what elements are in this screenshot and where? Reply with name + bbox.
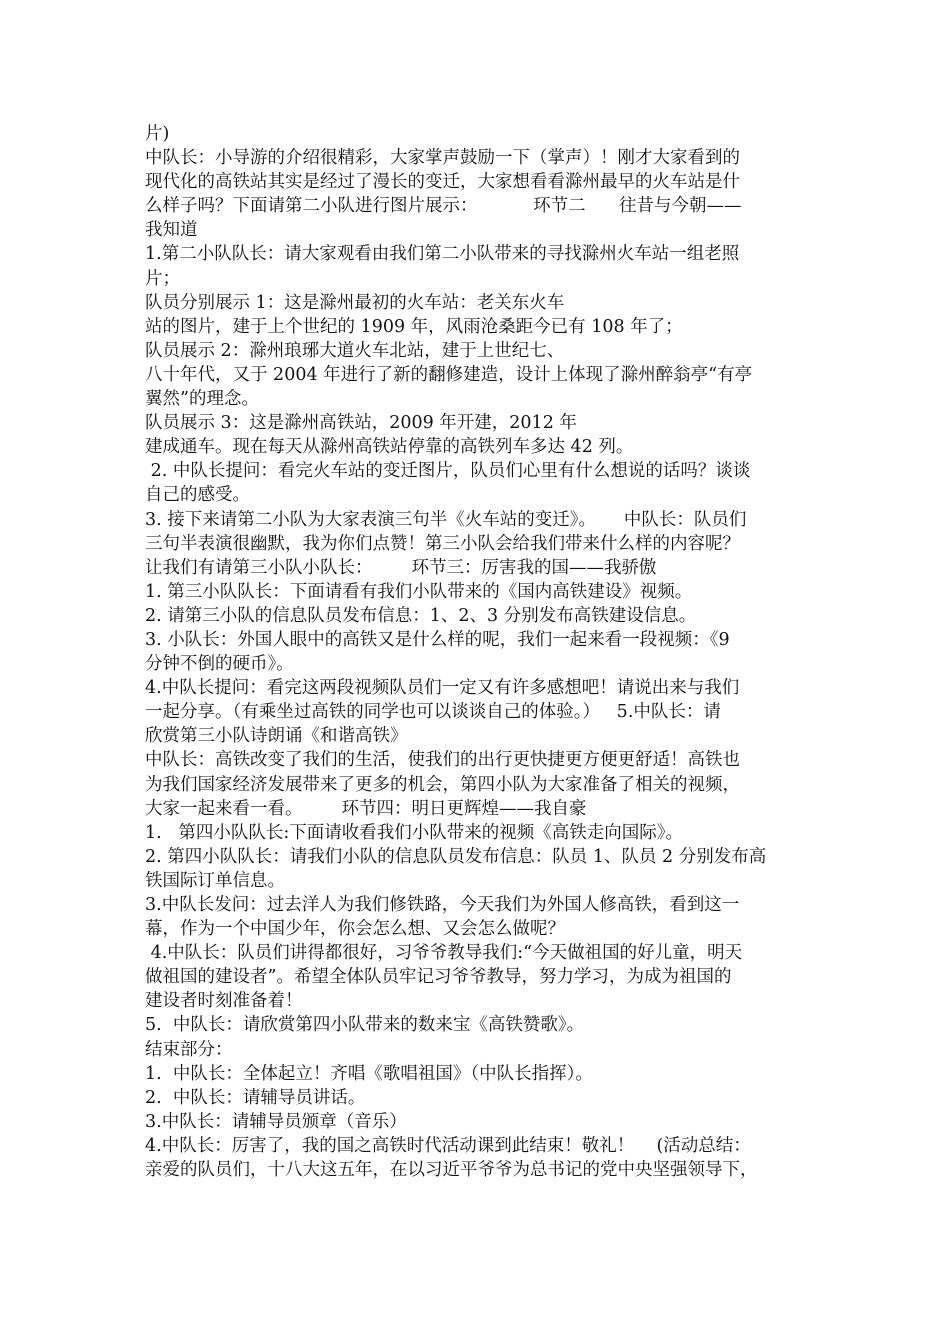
text-line: 队员展示 2：滁州琅琊大道火车北站，建于上世纪七、 xyxy=(145,340,565,361)
text-line: 队员分别展示 1：这是滁州最初的火车站：老关东火车 xyxy=(145,292,565,313)
text-line: 1. 中队长：全体起立！齐唱《歌唱祖国》（中队长指挥）。 xyxy=(145,1063,593,1084)
text-line: 站的图片，建于上个世纪的 1909 年，风雨沧桑距今已有 108 年了； xyxy=(145,316,683,337)
text-line: 大家一起来看一看。 环节四：明日更辉煌——我自豪 xyxy=(145,798,587,819)
text-line: 1. 第三小队队长：下面请看有我们小队带来的《国内高铁建设》视频。 xyxy=(145,581,693,602)
text-line: 4.中队长：厉害了，我的国之高铁时代活动课到此结束！敬礼！ (活动总结： xyxy=(145,1135,751,1156)
text-line: 片； xyxy=(145,268,180,289)
text-line: 一起分享。（有乘坐过高铁的同学也可以谈谈自己的体验。） 5.中队长：请 xyxy=(145,702,721,723)
text-line: 我知道 xyxy=(145,220,198,241)
text-line: 中队长：小导游的介绍很精彩，大家掌声鼓励一下（掌声）！刚才大家看到的 xyxy=(145,148,740,169)
text-line: 八十年代，又于 2004 年进行了新的翻修建造，设计上体现了滁州醉翁亭“有亭 xyxy=(145,364,753,385)
text-line: 3. 接下来请第二小队为大家表演三句半《火车站的变迁》。 中队长：队员们 xyxy=(145,509,747,530)
text-line: 做祖国的建设者”。希望全体队员牢记习爷爷教导，努力学习，为成为祖国的 xyxy=(145,967,732,988)
text-line: 让我们有请第三小队小队长： 环节三：厉害我的国——我骄傲 xyxy=(145,557,657,578)
text-line: 分钟不倒的硬币》。 xyxy=(145,654,294,675)
text-line: 建成通车。现在每天从滁州高铁站停靠的高铁列车多达 42 列。 xyxy=(145,437,634,458)
text-line: 4.中队长：队员们讲得都很好，习爷爷教导我们:“今天做祖国的好儿童，明天 xyxy=(145,943,743,964)
text-line: 为我们国家经济发展带来了更多的机会，第四小队为大家准备了相关的视频， xyxy=(145,774,740,795)
text-line: 4.中队长提问：看完这两段视频队员们一定又有许多感想吧！请说出来与我们 xyxy=(145,678,740,699)
text-line: 1. 第四小队队长:下面请收看我们小队带来的视频《高铁走向国际》。 xyxy=(145,822,684,843)
text-line: 翼然”的理念。 xyxy=(145,389,259,410)
text-line: 队员展示 3：这是滁州高铁站，2009 年开建，2012 年 xyxy=(145,413,577,434)
text-line: 2. 中队长提问：看完火车站的变迁图片，队员们心里有什么想说的话吗？谈谈 xyxy=(145,461,751,482)
text-line: 亲爱的队员们，十八大这五年，在以习近平爷爷为总书记的党中央坚强领导下， xyxy=(145,1160,758,1181)
text-line: 自己的感受。 xyxy=(145,485,250,506)
text-line: 5. 中队长：请欣赏第四小队带来的数来宝《高铁赞歌》。 xyxy=(145,1015,585,1036)
text-line: 现代化的高铁站其实是经过了漫长的变迁，大家想看看滁州最早的火车站是什 xyxy=(145,172,740,193)
text-line: 么样子吗？下面请第二小队进行图片展示： 环节二 往昔与今朝—— xyxy=(145,196,742,217)
text-line: 结束部分： xyxy=(145,1039,233,1060)
text-line: 1.第二小队队长：请大家观看由我们第二小队带来的寻找滁州火车站一组老照 xyxy=(145,244,740,265)
text-line: 3. 小队长：外国人眼中的高铁又是什么样的呢，我们一起来看一段视频：《9 xyxy=(145,629,730,650)
document-body xyxy=(145,122,813,1182)
text-line: 2. 中队长：请辅导员讲话。 xyxy=(145,1087,366,1108)
text-line: 三句半表演很幽默，我为你们点赞！第三小队会给我们带来什么样的内容呢？ xyxy=(145,533,740,554)
text-line: 片) xyxy=(145,124,170,144)
text-line: 2. 请第三小队的信息队员发布信息：1、2、3 分别发布高铁建设信息。 xyxy=(145,605,697,626)
text-line: 3.中队长发问：过去洋人为我们修铁路，今天我们为外国人修高铁，看到这一 xyxy=(145,895,740,915)
text-line: 中队长：高铁改变了我们的生活，使我们的出行更快捷更方便更舒适！高铁也 xyxy=(145,750,740,771)
text-line: 建设者时刻准备着！ xyxy=(145,991,303,1012)
text-line: 2. 第四小队队长：请我们小队的信息队员发布信息：队员 1、队员 2 分别发布高 xyxy=(145,846,767,867)
text-line: 铁国际订单信息。 xyxy=(145,870,285,891)
text-line: 欣赏第三小队诗朗诵《和谐高铁》 xyxy=(145,726,408,747)
text-line: 幕，作为一个中国少年，你会怎么想、又会怎么做呢？ xyxy=(145,919,565,940)
text-line: 3.中队长：请辅导员颁章（音乐） xyxy=(145,1111,407,1132)
